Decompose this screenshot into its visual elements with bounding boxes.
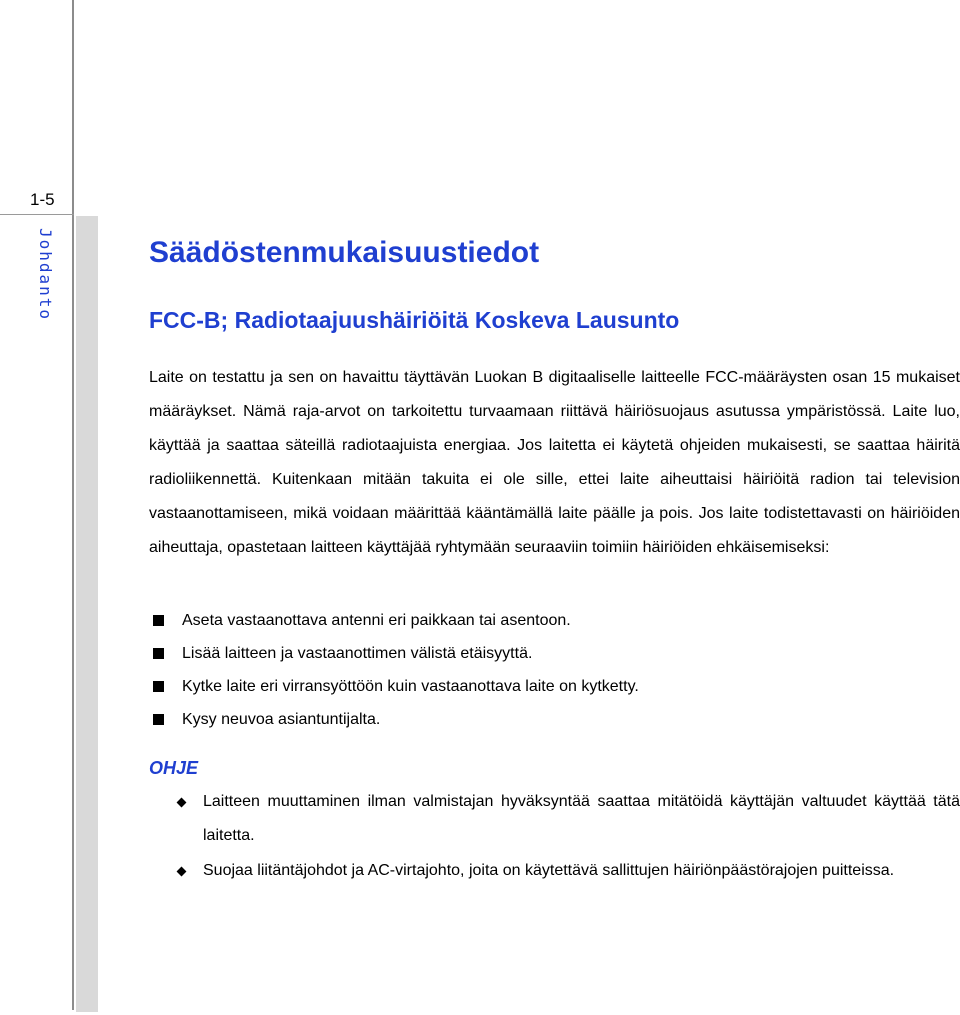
section-side-label: Johdanto	[36, 228, 55, 322]
margin-gray-band	[76, 216, 98, 1012]
list-item-text: Aseta vastaanottava antenni eri paikkaan tai asentoon.	[182, 612, 571, 629]
list-item	[153, 637, 953, 670]
list-item	[153, 604, 953, 637]
note-heading: OHJE	[149, 758, 199, 778]
list-item	[153, 703, 953, 736]
body-paragraph: Laite on testattu ja sen on havaittu täyttävän Luokan B digitaaliselle laitteelle FCC-määräysten osan 15 mukaiset määräykset. Nämä raja-arvot on tarkoitettu turvaamaan riittävä häiriösuojaus asutussa ympäristössä. Laite luo, käyttää ja saattaa säteillä radiotaajuista energiaa. Jos laitetta ei käytetä ohjeiden mukaisesti, se saattaa häiritä radioliikennettä. Kuitenkaan mitään takuita ei ole sille, ettei laite aiheuttaisi häiriöitä radion tai television vastaanottamiseen, mikä voidaan määrittää kääntämällä laite päälle ja pois. Jos laite todistettavasti on häiriöiden aiheuttaja, opastetaan laitteen käyttäjää ryhtymään seuraaviin toimiin häiriöiden ehkäisemiseksi:	[149, 369, 960, 556]
square-bullet-icon	[153, 648, 164, 659]
section-subtitle: FCC-B; Radiotaajuushäiriöitä Koskeva Lausunto	[149, 307, 680, 333]
margin-vertical-rule	[72, 0, 74, 1010]
page-number: 1-5	[30, 190, 55, 209]
note-item-text: Laitteen muuttaminen ilman valmistajan hyväksyntää saattaa mitätöidä käyttäjän valtuudet käyttää tätä laitetta.	[203, 793, 960, 844]
diamond-bullet-icon	[177, 867, 187, 877]
square-bullet-icon	[153, 681, 164, 692]
page-title: Säädöstenmukaisuustiedot	[149, 236, 540, 269]
diamond-bullet-icon	[177, 798, 187, 808]
note-list	[178, 785, 960, 889]
note-item-text: Suojaa liitäntäjohdot ja AC-virtajohto, joita on käytettävä sallittujen häiriönpäästörajojen puitteissa.	[203, 862, 895, 879]
measures-list	[153, 604, 953, 736]
list-item-text: Kysy neuvoa asiantuntijalta.	[182, 711, 381, 728]
square-bullet-icon	[153, 714, 164, 725]
note-item	[178, 785, 960, 853]
list-item-text: Kytke laite eri virransyöttöön kuin vastaanottava laite on kytketty.	[182, 678, 639, 695]
list-item-text: Lisää laitteen ja vastaanottimen välistä etäisyyttä.	[182, 645, 533, 662]
note-item	[178, 854, 960, 888]
square-bullet-icon	[153, 615, 164, 626]
page-number-rule	[0, 214, 74, 215]
list-item	[153, 670, 953, 703]
